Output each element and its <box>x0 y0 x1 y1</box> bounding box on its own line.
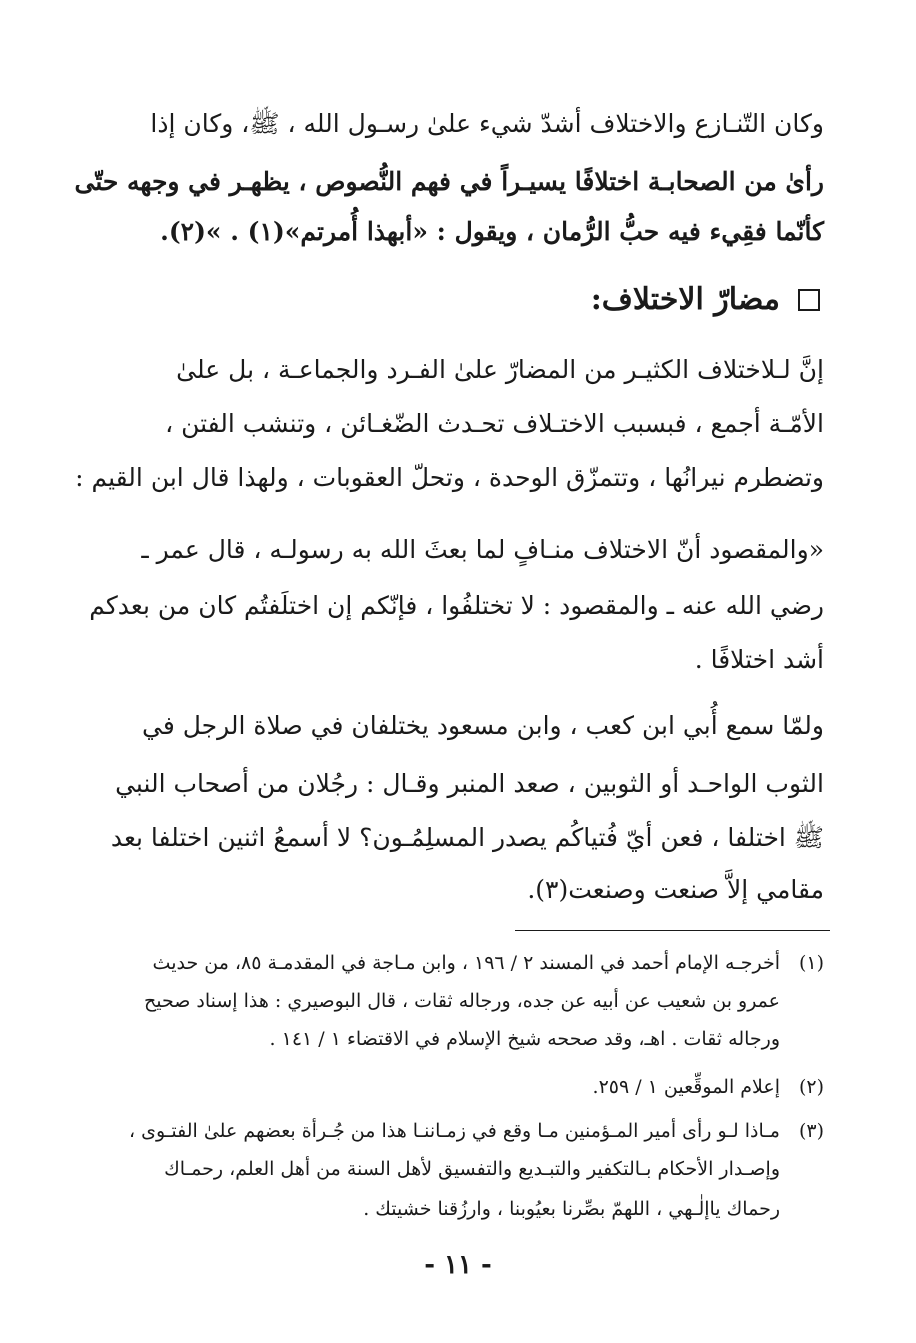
footnote-2 <box>593 1072 824 1102</box>
paragraph-1-line-2: رأىٰ من الصحابـة اختلافًا يسيـراً في فهم النُّصوص ، يظهـر في وجهه حتّى <box>74 167 824 196</box>
footnote-1-line-1 <box>153 948 824 978</box>
paragraph-2-line-2: الأمّـة أجمع ، فبسبب الاختـلاف تحـدث الضّغـائن ، وتنشب الفتن ، <box>165 409 824 438</box>
paragraph-4-line-1: ولمّا سمع أُبي ابن كعب ، وابن مسعود يختلفان في صلاة الرجل في <box>142 711 824 740</box>
paragraph-3-line-2: رضي الله عنه ـ والمقصود : لا تختلفُوا ، فإنّكم إن اختلَفتُم كان من بعدكم <box>89 591 824 620</box>
paragraph-1-line-1: وكان التّنـازع والاختلاف أشدّ شيء علىٰ رسـول الله ، ﷺ، وكان إذا <box>150 109 824 138</box>
footnote-2-text: إعلام الموقِّعين ١ / ٢٥٩. <box>592 1076 780 1098</box>
footnote-3-text-1: مـاذا لـو رأى أمير المـؤمنين مـا وقع في زمـاننـا هذا من جُـرأة بعضهم علىٰ الفتـوى ، <box>128 1120 780 1142</box>
checkbox-square-icon <box>798 289 820 311</box>
paragraph-2-line-3: وتضطرم نيرانُها ، وتتمزّق الوحدة ، وتحلّ العقوبات ، ولهذا قال ابن القيم : <box>75 463 824 492</box>
footnote-1-number: (١) <box>798 952 824 974</box>
footnote-2-number: (٢) <box>798 1076 824 1098</box>
footnote-3-number: (٣) <box>798 1120 824 1142</box>
footnote-separator <box>515 930 830 931</box>
section-heading <box>591 276 820 324</box>
paragraph-1-line-3: كأنّما فقِيء فيه حبُّ الرُّمان ، ويقول : «أبهذا أُمرتم»(١) . »(٢). <box>160 217 824 246</box>
paragraph-4-line-4: مقامي إلاَّ صنعت وصنعت(٣). <box>527 875 824 904</box>
paragraph-3-line-3: أشد اختلافًا . <box>694 645 824 674</box>
paragraph-4-line-2: الثوب الواحـد أو الثوبين ، صعد المنبر وقـال : رجُلان من أصحاب النبي <box>115 769 824 798</box>
footnote-1-line-2: عمرو بن شعيب عن أبيه عن جده، ورجاله ثقات ، قال البوصيري : هذا إسناد صحيح <box>143 990 780 1012</box>
page-number: - ١١ - <box>424 1250 492 1280</box>
footnote-1-text-1: أخرجـه الإمام أحمد في المسند ٢ / ١٩٦ ، وابن مـاجة في المقدمـة ٨٥، من حديث <box>152 952 780 974</box>
paragraph-4-line-3: ﷺ اختلفا ، فعن أيّ فُتياكُم يصدر المسلِمُـون؟ لا أسمعُ اثنين اختلفا بعد <box>110 823 824 852</box>
footnote-3-line-2: وإصـدار الأحكام بـالتكفير والتبـديع والتفسيق لأهل السنة من أهل العلم، رحمـاك <box>164 1158 780 1180</box>
section-heading-title: مضارّ الاختلاف: <box>590 282 780 317</box>
paragraph-2-line-1: إنَّ لـلاختلاف الكثيـر من المضارّ علىٰ الفـرد والجماعـة ، بل علىٰ <box>176 355 824 384</box>
footnote-1-line-3: ورجاله ثقات . اهـ، وقد صححه شيخ الإسلام في الاقتضاء ١ / ١٤١ . <box>269 1028 780 1050</box>
paragraph-3-line-1: «والمقصود أنّ الاختلاف منـافٍ لما بعثَ الله به رسولـه ، قال عمر ـ <box>141 535 824 564</box>
footnote-3-line-3: رحماك ياإلٰـهي ، اللهمّ بصِّرنا بعيُوبنا ، وارزُقنا خشيتك . <box>363 1198 780 1220</box>
footnote-3-line-1 <box>129 1116 824 1146</box>
